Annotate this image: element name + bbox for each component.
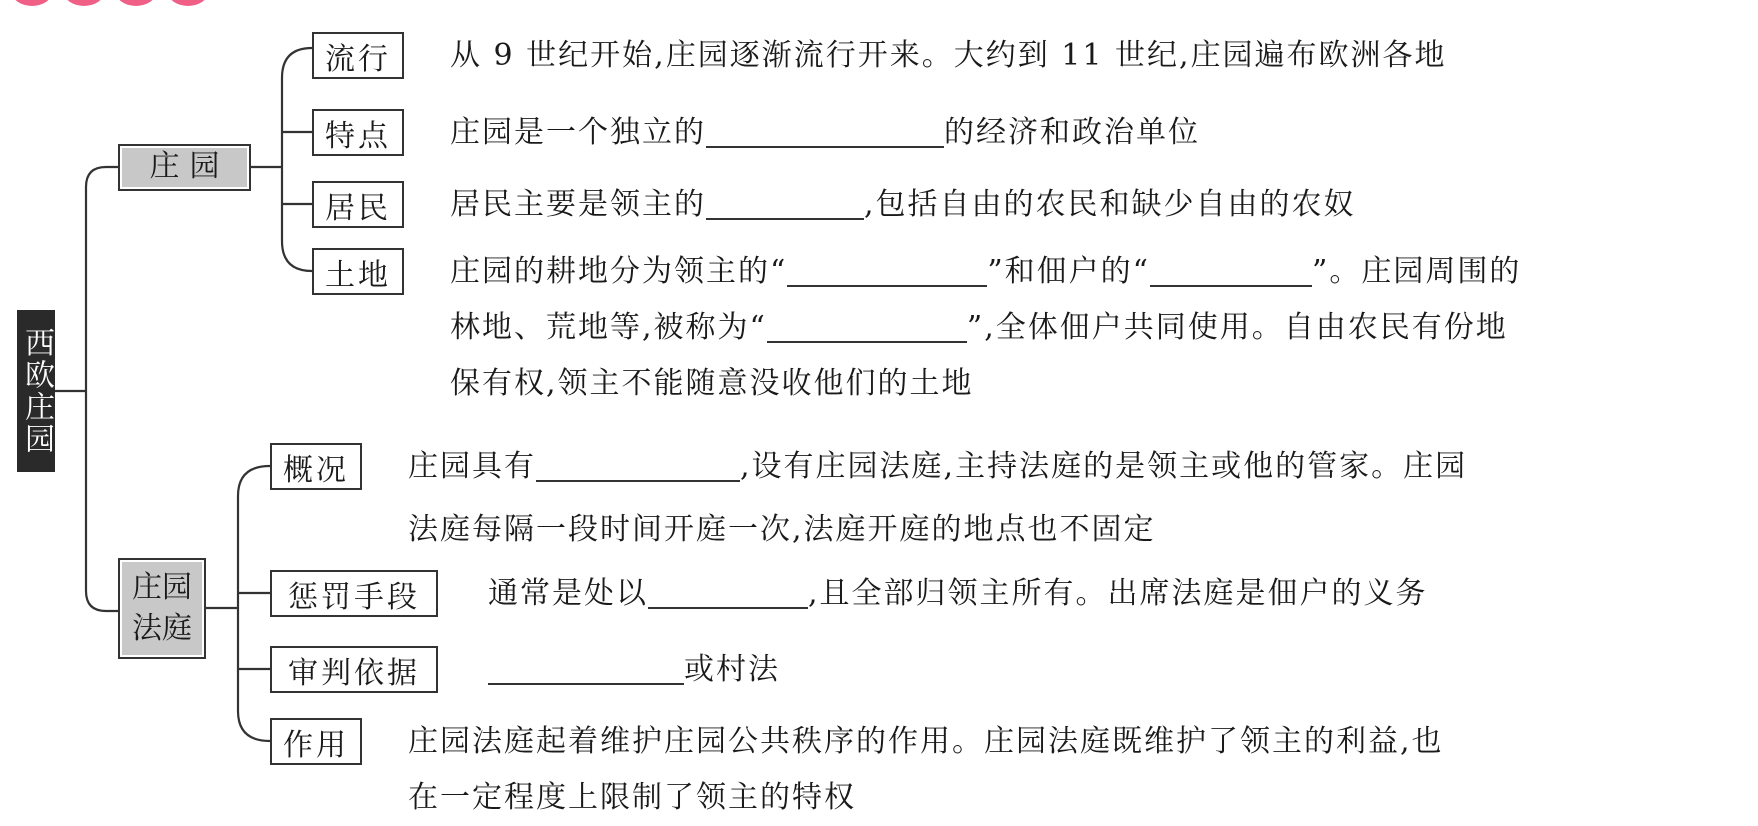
text-segment: 在一定程度上限制了领主的特权 xyxy=(408,780,856,815)
text-segment: 或村法 xyxy=(684,652,780,687)
label-role: 作用 xyxy=(270,718,362,765)
text-segment: ”和佃户的“ xyxy=(987,254,1151,289)
fill-in-blank[interactable] xyxy=(706,182,864,220)
label-land: 土地 xyxy=(312,248,404,295)
label-punishment: 惩罚手段 xyxy=(270,570,438,617)
text-line xyxy=(408,770,856,826)
fill-in-blank[interactable] xyxy=(706,110,944,148)
section1-bracket xyxy=(282,48,312,271)
text-segment: 从 9 世纪开始,庄园逐渐流行开来。大约到 11 世纪,庄园遍布欧洲各地 xyxy=(450,38,1447,73)
text-line xyxy=(408,502,1156,558)
label-characteristics: 特点 xyxy=(312,109,404,156)
text-segment: 庄园的耕地分为领主的“ xyxy=(450,254,788,289)
text-line xyxy=(450,28,1446,84)
root-node: 西欧庄园 xyxy=(17,310,55,472)
text-segment: 庄园是一个独立的 xyxy=(450,115,706,150)
text-segment: 居民主要是领主的 xyxy=(450,187,706,222)
text-segment: ,包括自由的农民和缺少自由的农奴 xyxy=(864,187,1356,222)
section2-bracket xyxy=(238,466,270,741)
text-line xyxy=(488,642,780,698)
text-line xyxy=(450,356,974,412)
fill-in-blank[interactable] xyxy=(767,305,967,343)
text-segment: ,设有庄园法庭,主持法庭的是领主或他的管家。庄园 xyxy=(740,449,1468,484)
label-popularity: 流行 xyxy=(312,32,404,79)
text-line xyxy=(450,177,1356,233)
text-segment: ”。庄园周围的 xyxy=(1312,254,1522,289)
text-segment: 林地、荒地等,被称为“ xyxy=(450,310,767,345)
text-line xyxy=(450,300,1508,356)
text-segment: ,且全部归领主所有。出席法庭是佃户的义务 xyxy=(808,576,1428,611)
fill-in-blank[interactable] xyxy=(488,647,684,685)
text-segment: 保有权,领主不能随意没收他们的土地 xyxy=(450,366,974,401)
text-line xyxy=(450,105,1200,161)
label-judgment-basis: 审判依据 xyxy=(270,646,438,693)
text-segment: 通常是处以 xyxy=(488,576,648,611)
fill-in-blank[interactable] xyxy=(536,444,740,482)
section-node-manor: 庄园 xyxy=(118,144,251,191)
text-line xyxy=(488,566,1428,622)
label-overview: 概况 xyxy=(270,443,362,490)
fill-in-blank[interactable] xyxy=(1150,249,1312,287)
fill-in-blank[interactable] xyxy=(648,571,808,609)
text-segment: ”,全体佃户共同使用。自由农民有份地 xyxy=(966,310,1508,345)
fill-in-blank[interactable] xyxy=(787,249,987,287)
text-line xyxy=(408,714,1444,770)
text-segment: 庄园具有 xyxy=(408,449,536,484)
text-segment: 的经济和政治单位 xyxy=(944,115,1200,150)
text-segment: 庄园法庭起着维护庄园公共秩序的作用。庄园法庭既维护了领主的利益,也 xyxy=(408,724,1444,759)
text-segment: 法庭每隔一段时间开庭一次,法庭开庭的地点也不固定 xyxy=(408,512,1156,547)
text-line xyxy=(450,244,1521,300)
section-node-manor-court: 庄园法庭 xyxy=(118,558,206,659)
label-residents: 居民 xyxy=(312,181,404,228)
root-bracket xyxy=(86,167,118,611)
text-line xyxy=(408,439,1467,495)
